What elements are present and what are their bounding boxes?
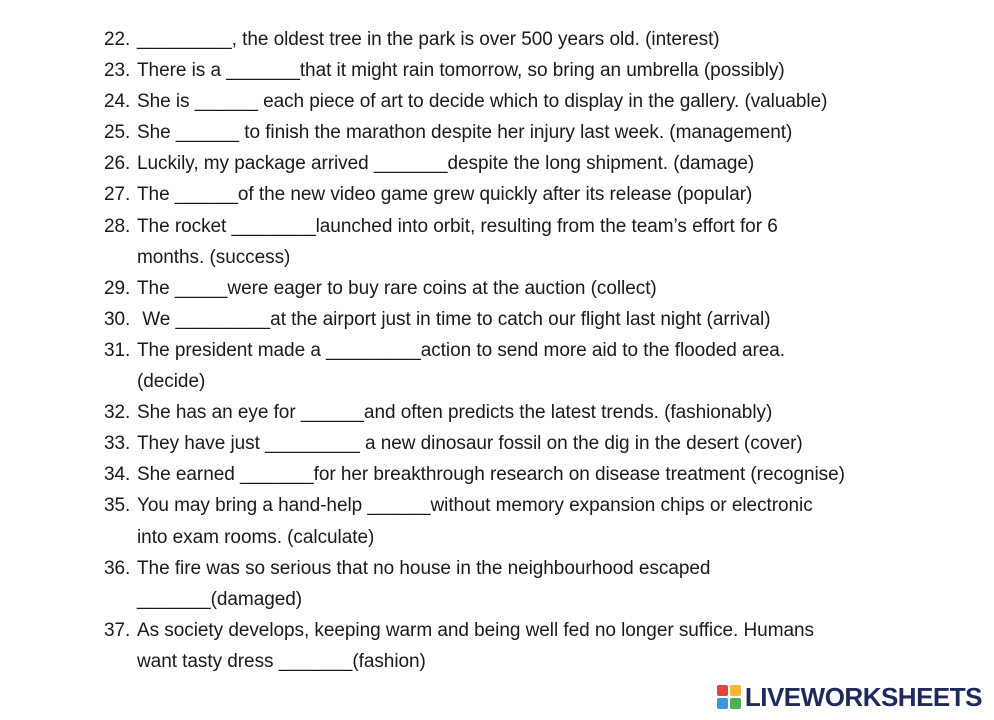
question-text: She is ______ each piece of art to decide which to display in the gallery. (valuable) (137, 91, 828, 113)
question-text: They have just _________ a new dinosaur fossil on the dig in the desert (cover) (137, 433, 803, 455)
question-number: 25. (104, 122, 131, 144)
question-item (104, 553, 934, 615)
question-item (104, 24, 934, 55)
question-text: _________, the oldest tree in the park is over 500 years old. (interest) (137, 29, 720, 50)
question-text: The president made a _________action to send more aid to the flooded area. (decide) (137, 339, 786, 393)
liveworksheets-logo (717, 684, 982, 710)
question-item (104, 459, 934, 490)
question-number: 28. (104, 215, 131, 237)
question-text: She earned _______for her breakthrough research on disease treatment (recognise) (137, 464, 845, 486)
question-item (104, 428, 934, 459)
question-item (104, 55, 934, 86)
question-text: The rocket ________launched into orbit, resulting from the team’s effort for 6 months. (success) (137, 215, 778, 268)
question-text: There is a _______that it might rain tomorrow, so bring an umbrella (possibly) (137, 60, 785, 82)
question-number: 32. (104, 402, 131, 424)
question-text: The fire was so serious that no house in the neighbourhood escaped _______(damaged) (137, 557, 711, 610)
question-number: 36. (104, 557, 131, 579)
question-number: 35. (104, 495, 131, 517)
question-number: 23. (104, 60, 131, 82)
question-item (104, 273, 934, 304)
question-number: 31. (104, 339, 131, 361)
question-text: You may bring a hand-help ______without memory expansion chips or electronic into exam rooms. (calculate) (137, 495, 813, 548)
question-item (104, 86, 934, 117)
question-text: She ______ to finish the marathon despite her injury last week. (management) (137, 122, 793, 144)
question-number: 34. (104, 464, 131, 486)
question-number: 22. (104, 29, 131, 50)
question-text: We _________at the airport just in time to catch our flight last night (arrival) (137, 308, 771, 330)
question-number: 37. (104, 619, 131, 641)
question-text: The _____were eager to buy rare coins at the auction (collect) (137, 277, 657, 299)
question-item (104, 397, 934, 428)
question-item (104, 117, 934, 148)
question-item (104, 615, 934, 677)
question-text: The ______of the new video game grew quickly after its release (popular) (137, 184, 753, 206)
question-number: 24. (104, 91, 131, 113)
question-item (104, 211, 934, 273)
question-number: 27. (104, 184, 131, 206)
question-number: 29. (104, 277, 131, 299)
question-item (104, 335, 934, 397)
question-item (104, 490, 934, 552)
logo-square-1 (717, 685, 728, 696)
logo-square-3 (717, 698, 728, 709)
question-text: She has an eye for ______and often predicts the latest trends. (fashionably) (137, 402, 773, 424)
question-text: Luckily, my package arrived _______despite the long shipment. (damage) (137, 153, 755, 175)
question-number: 30. (104, 308, 131, 330)
question-text: As society develops, keeping warm and being well fed no longer suffice. Humans want tasty dress _______(fashion) (137, 619, 814, 672)
liveworksheets-logo-text: LIVEWORKSHEETS (744, 682, 982, 712)
logo-square-4 (730, 698, 741, 709)
question-number: 26. (104, 153, 131, 175)
question-item (104, 148, 934, 179)
question-item (104, 304, 934, 335)
logo-square-2 (730, 685, 741, 696)
worksheet-question-list (104, 24, 934, 677)
question-item (104, 179, 934, 210)
question-number: 33. (104, 433, 131, 455)
liveworksheets-logo-icon (717, 685, 741, 709)
